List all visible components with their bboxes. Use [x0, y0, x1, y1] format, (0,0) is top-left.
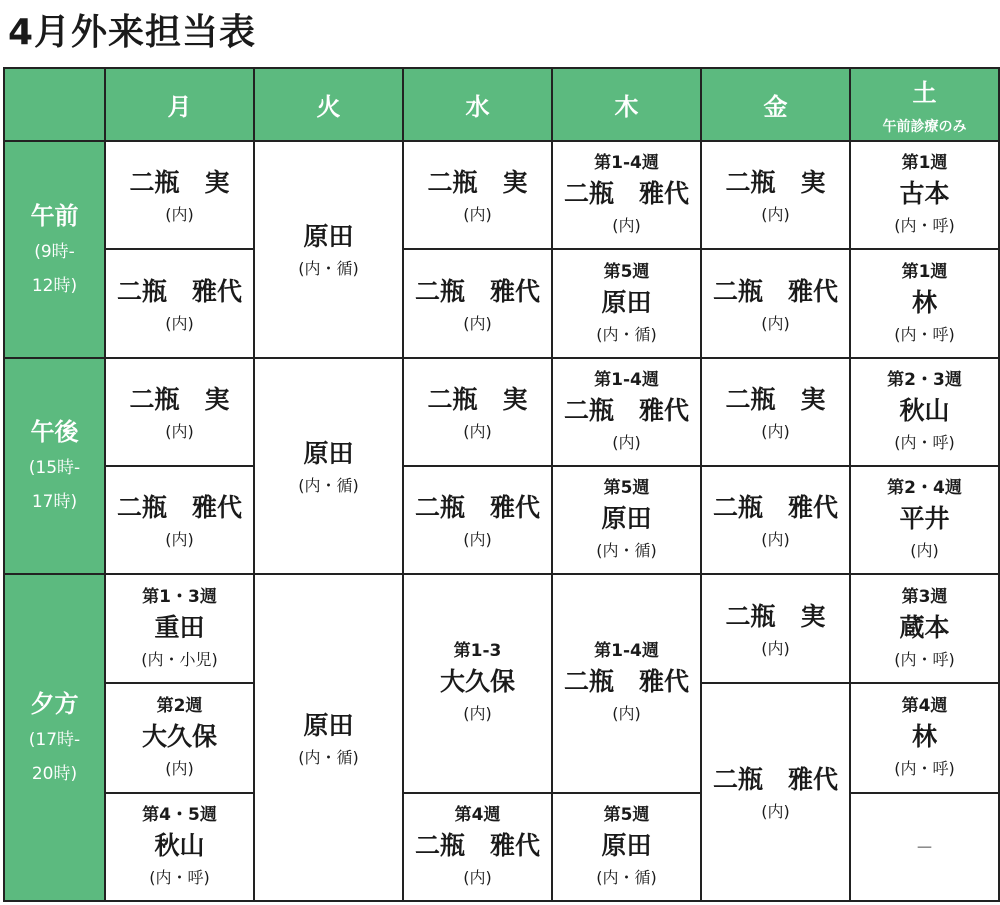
- cell-am-mon-2: [105, 249, 254, 357]
- cell-ev-wed-2: [403, 793, 552, 901]
- cell-ev-fri-2: [701, 683, 850, 901]
- week-note: 第1・3週: [142, 586, 217, 607]
- doctor-name: 原田: [601, 287, 652, 317]
- day-label: 土: [912, 79, 937, 108]
- week-note: 第1-4週: [594, 641, 659, 662]
- cell-am-wed-1: [403, 141, 552, 249]
- department: (内): [612, 704, 641, 724]
- week-note: 第1-3: [453, 641, 502, 662]
- period-time: (17時- 20時): [28, 730, 81, 785]
- week-note: 第3週: [901, 586, 948, 607]
- period-time: (9時- 12時): [31, 241, 78, 296]
- department: (内): [463, 530, 492, 550]
- department: (内): [463, 867, 492, 887]
- header-corner: [4, 68, 105, 141]
- doctor-name: 二瓶 雅代: [712, 493, 838, 523]
- doctor-name: 二瓶 実: [427, 168, 528, 198]
- empty-dash: －: [915, 837, 934, 859]
- cell-ev-wed-1: [403, 574, 552, 793]
- doctor-name: 二瓶 雅代: [563, 667, 689, 697]
- day-label: 金: [763, 93, 788, 122]
- department: (内): [761, 421, 790, 441]
- department: (内・呼): [894, 649, 955, 669]
- week-note: 第4週: [454, 804, 501, 825]
- doctor-name: 二瓶 実: [129, 168, 230, 198]
- department: (内): [612, 432, 641, 452]
- cell-ev-thu-2: [552, 793, 701, 901]
- cell-pm-fri-2: [701, 466, 850, 574]
- department: (内): [761, 638, 790, 658]
- day-label: 水: [465, 93, 490, 122]
- department: (内・呼): [894, 432, 955, 452]
- doctor-name: 原田: [303, 710, 354, 740]
- week-note: 第1-4週: [594, 369, 659, 390]
- period-morning: [4, 141, 105, 358]
- department: (内・小児): [141, 649, 218, 669]
- department: (内・呼): [894, 759, 955, 779]
- table-row: [4, 466, 999, 574]
- cell-pm-wed-1: [403, 358, 552, 466]
- week-note: 第1週: [901, 153, 948, 174]
- doctor-name: 秋山: [899, 395, 950, 425]
- doctor-name: 原田: [601, 504, 652, 534]
- period-name: 午後: [30, 418, 79, 447]
- department: (内・呼): [894, 216, 955, 236]
- cell-am-tue: [254, 141, 403, 358]
- cell-ev-mon-2: [105, 683, 254, 792]
- cell-pm-fri-1: [701, 358, 850, 466]
- department: (内): [165, 313, 194, 333]
- department: (内): [463, 205, 492, 225]
- doctor-name: 林: [911, 722, 937, 752]
- week-note: 第2週: [156, 696, 203, 717]
- department: (内・呼): [149, 867, 210, 887]
- cell-pm-mon-1: [105, 358, 254, 466]
- period-evening: [4, 574, 105, 901]
- cell-ev-fri-1: [701, 574, 850, 683]
- doctor-name: 二瓶 実: [725, 384, 826, 414]
- doctor-name: 重田: [154, 612, 205, 642]
- cell-ev-tue: [254, 574, 403, 901]
- department: (内・循): [596, 867, 657, 887]
- doctor-name: 二瓶 実: [427, 384, 528, 414]
- week-note: 第4・5週: [142, 804, 217, 825]
- header-day-fri: [701, 68, 850, 141]
- cell-ev-mon-3: [105, 793, 254, 901]
- doctor-name: 二瓶 実: [725, 168, 826, 198]
- department: (内): [761, 313, 790, 333]
- department: (内): [761, 205, 790, 225]
- doctor-name: 二瓶 雅代: [563, 395, 689, 425]
- doctor-name: 二瓶 雅代: [116, 493, 242, 523]
- cell-pm-wed-2: [403, 466, 552, 574]
- department: (内): [165, 421, 194, 441]
- department: (内): [612, 216, 641, 236]
- doctor-name: 二瓶 実: [129, 384, 230, 414]
- department: (内・循): [298, 259, 359, 279]
- department: (内): [761, 530, 790, 550]
- cell-pm-thu-2: [552, 466, 701, 574]
- cell-pm-thu-1: [552, 358, 701, 466]
- department: (内): [165, 530, 194, 550]
- week-note: 第5週: [603, 804, 650, 825]
- header-day-sat: [850, 68, 999, 141]
- cell-am-fri-1: [701, 141, 850, 249]
- cell-am-fri-2: [701, 249, 850, 357]
- header-row: [4, 68, 999, 141]
- day-label: 月: [167, 93, 192, 122]
- cell-pm-mon-2: [105, 466, 254, 574]
- cell-ev-sat-3: [850, 793, 999, 901]
- department: (内・循): [596, 541, 657, 561]
- week-note: 第5週: [603, 261, 650, 282]
- cell-ev-mon-1: [105, 574, 254, 683]
- doctor-name: 林: [911, 287, 937, 317]
- cell-ev-sat-2: [850, 683, 999, 792]
- doctor-name: 大久保: [141, 722, 217, 752]
- header-day-mon: [105, 68, 254, 141]
- day-label: 木: [614, 93, 639, 122]
- period-name: 夕方: [30, 690, 79, 719]
- doctor-name: 原田: [303, 438, 354, 468]
- day-label: 火: [316, 93, 341, 122]
- cell-am-mon-1: [105, 141, 254, 249]
- doctor-name: 二瓶 雅代: [116, 276, 242, 306]
- period-name: 午前: [30, 201, 79, 230]
- cell-pm-sat-1: [850, 358, 999, 466]
- doctor-name: 原田: [601, 830, 652, 860]
- doctor-name: 二瓶 雅代: [712, 276, 838, 306]
- week-note: 第1-4週: [594, 153, 659, 174]
- doctor-name: 古本: [899, 179, 950, 209]
- department: (内・循): [596, 324, 657, 344]
- period-time: (15時- 17時): [28, 458, 81, 513]
- department: (内): [463, 421, 492, 441]
- schedule-table: [3, 67, 1000, 902]
- header-day-wed: [403, 68, 552, 141]
- doctor-name: 平井: [899, 504, 950, 534]
- week-note: 第4週: [901, 696, 948, 717]
- doctor-name: 二瓶 雅代: [712, 765, 838, 795]
- doctor-name: 二瓶 雅代: [414, 276, 540, 306]
- doctor-name: 原田: [303, 222, 354, 252]
- day-note: 午前診療のみ: [882, 119, 967, 136]
- table-row: [4, 574, 999, 683]
- department: (内): [463, 313, 492, 333]
- table-row: [4, 141, 999, 249]
- department: (内・循): [298, 747, 359, 767]
- doctor-name: 二瓶 実: [725, 601, 826, 631]
- doctor-name: 二瓶 雅代: [414, 830, 540, 860]
- cell-am-sat-1: [850, 141, 999, 249]
- page-title: 4月外来担当表: [8, 12, 257, 53]
- doctor-name: 大久保: [439, 667, 515, 697]
- cell-am-thu-1: [552, 141, 701, 249]
- doctor-name: 二瓶 雅代: [414, 493, 540, 523]
- department: (内): [910, 541, 939, 561]
- table-row: [4, 793, 999, 901]
- cell-am-sat-2: [850, 249, 999, 357]
- department: (内): [165, 759, 194, 779]
- doctor-name: 蔵本: [899, 612, 950, 642]
- cell-pm-sat-2: [850, 466, 999, 574]
- doctor-name: 二瓶 雅代: [563, 179, 689, 209]
- department: (内・循): [298, 475, 359, 495]
- week-note: 第1週: [901, 261, 948, 282]
- department: (内・呼): [894, 324, 955, 344]
- table-row: [4, 249, 999, 357]
- week-note: 第5週: [603, 478, 650, 499]
- doctor-name: 秋山: [154, 830, 205, 860]
- table-row: [4, 358, 999, 466]
- period-afternoon: [4, 358, 105, 575]
- department: (内): [761, 802, 790, 822]
- week-note: 第2・3週: [887, 369, 962, 390]
- cell-ev-thu-1: [552, 574, 701, 793]
- cell-ev-sat-1: [850, 574, 999, 683]
- cell-pm-tue: [254, 358, 403, 575]
- department: (内): [165, 205, 194, 225]
- header-day-tue: [254, 68, 403, 141]
- header-day-thu: [552, 68, 701, 141]
- department: (内): [463, 704, 492, 724]
- week-note: 第2・4週: [887, 478, 962, 499]
- cell-am-thu-2: [552, 249, 701, 357]
- cell-am-wed-2: [403, 249, 552, 357]
